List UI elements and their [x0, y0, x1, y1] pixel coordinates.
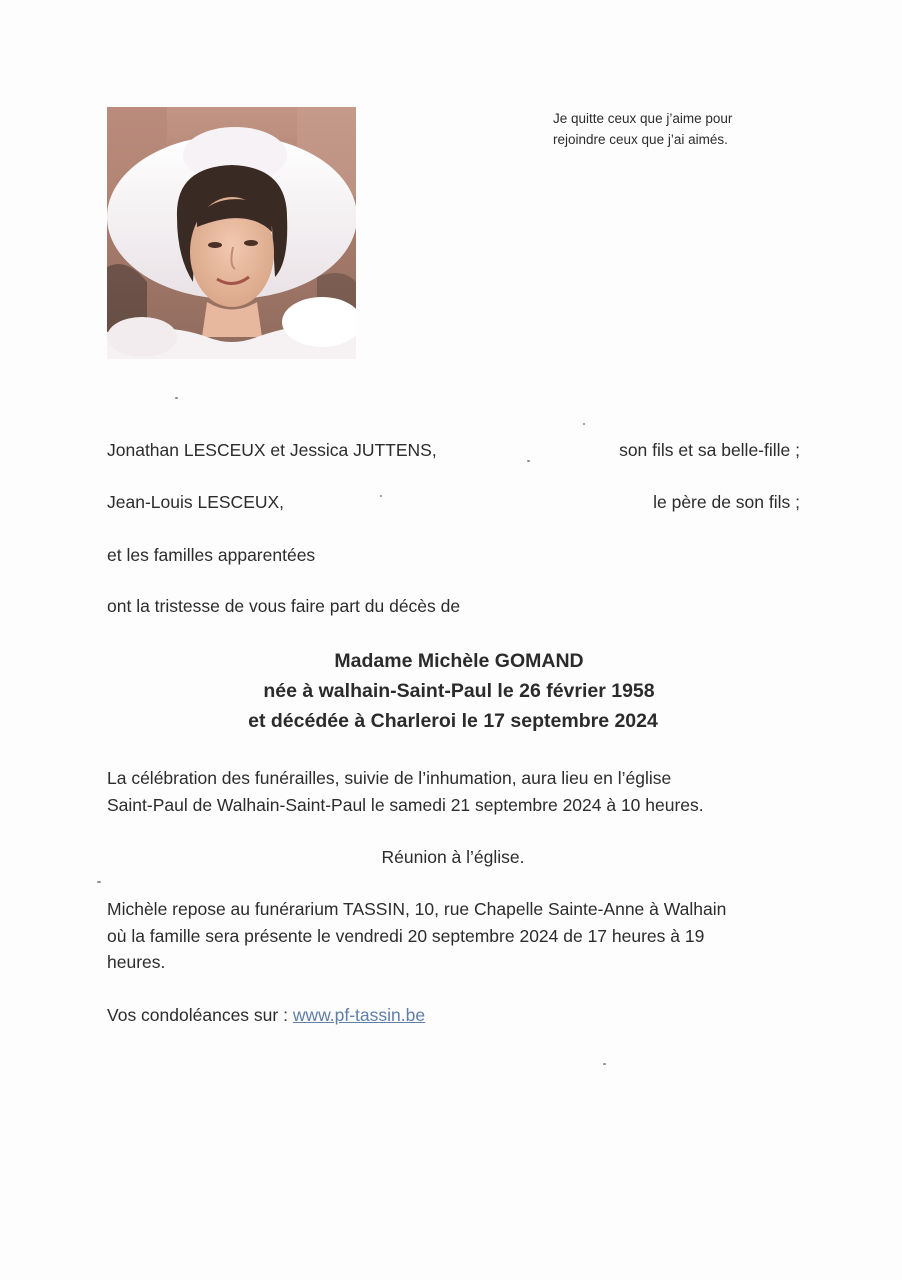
quote-line-1: Je quitte ceux que j’aime pour: [553, 111, 733, 126]
family-names: Jean-Louis LESCEUX,: [107, 492, 285, 512]
family-names: Jonathan LESCEUX et Jessica JUTTENS,: [107, 440, 437, 460]
scan-speck: [97, 881, 101, 883]
family-relation: son fils et sa belle-fille ;: [619, 440, 800, 460]
viewing-paragraph: [107, 896, 807, 976]
viewing-line-2: où la famille sera présente le vendredi 20 septembre 2024 de 17 heures à 19: [107, 925, 705, 946]
scan-speck: [527, 460, 530, 462]
funeral-line-1: La célébration des funérailles, suivie de l’inhumation, aura lieu en l’église: [107, 768, 672, 788]
condolences-label: Vos condoléances sur :: [107, 1005, 293, 1025]
meeting-line: Réunion à l’église.: [381, 847, 525, 867]
scan-speck: [380, 495, 382, 497]
deceased-name: Madame Michèle GOMAND: [334, 650, 584, 672]
epitaph-quote: [553, 108, 793, 150]
scan-speck: [175, 397, 178, 399]
deceased-death: et décédée à Charleroi le 17 septembre 2024: [248, 710, 658, 732]
scan-speck: [603, 1063, 606, 1065]
deceased-birth: née à walhain-Saint-Paul le 26 février 1958: [263, 680, 655, 702]
family-relation: le père de son fils ;: [653, 492, 800, 512]
portrait-photo: [107, 107, 356, 359]
viewing-line-1: Michèle repose au funérarium TASSIN, 10, rue Chapelle Sainte-Anne à Walhain: [107, 899, 727, 919]
funeral-line-2: Saint-Paul de Walhain-Saint-Paul le samedi 21 septembre 2024 à 10 heures.: [107, 794, 704, 815]
announcement-line: ont la tristesse de vous faire part du décès de: [107, 596, 461, 616]
condolences-line: [107, 1003, 425, 1027]
funeral-paragraph: [107, 765, 807, 818]
scan-speck: [583, 423, 585, 425]
quote-line-2: rejoindre ceux que j’ai aimés.: [553, 132, 728, 147]
condolences-link[interactable]: www.pf-tassin.be: [292, 1005, 426, 1025]
viewing-line-3: heures.: [107, 952, 166, 972]
families-line: et les familles apparentées: [107, 545, 316, 565]
